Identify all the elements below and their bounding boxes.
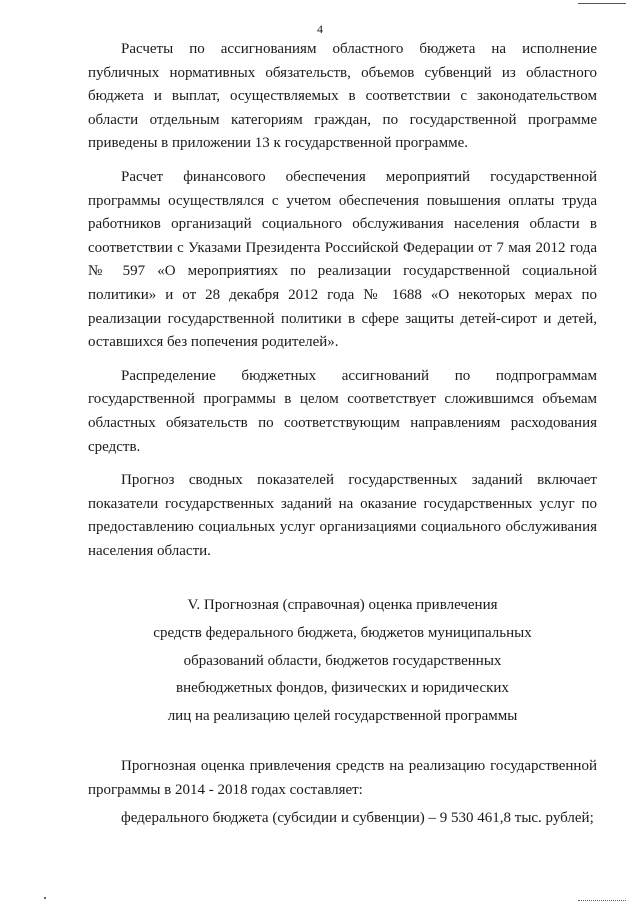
scan-mark-bottom xyxy=(578,897,626,901)
paragraph-funding-forecast: Прогнозная оценка привлечения средств на реализацию государственной программы в 2014 - 2018 годах составляет: xyxy=(88,758,597,799)
document-body xyxy=(88,38,597,834)
section-heading-line: внебюджетных фондов, физических и юридических xyxy=(176,680,509,697)
section-heading-line: V. Прогнозная (справочная) оценка привлечения xyxy=(187,597,498,614)
scan-mark-top xyxy=(578,0,626,4)
paragraph-financial-support: Расчет финансового обеспечения мероприятий государственной программы осуществлялся с учетом обеспечения повышения оплаты труда работников организаций социального обслуживания населения области в соответствии с Указами Президента Российской Федерации от 7 мая 2012 года № 597 «О мероприятиях по реализации государственной социальной политики» и от 28 декабря 2012 года № 1688 «О некоторых мерах по реализации государственной политики в сфере защиты детей-сирот и детей, оставшихся без попечения родителей». xyxy=(88,168,597,351)
section-heading-v xyxy=(88,592,597,730)
scan-artifact-dot xyxy=(44,897,46,899)
paragraph-budget-distribution: Распределение бюджетных ассигнований по подпрограммам государственной программы в целом соответствует сложившимся объемам областных обязательств по соответствующим направлениям расходования средств. xyxy=(88,367,597,455)
paragraph-state-tasks-forecast: Прогноз сводных показателей государственных заданий включает показатели государственных заданий на оказание государственных услуг по предоставлению социальных услуг организациями социального обслуживания населения области. xyxy=(88,472,597,559)
section-heading-line: лиц на реализацию целей государственной программы xyxy=(167,707,518,724)
section-heading-line: образований области, бюджетов государственных xyxy=(183,652,502,669)
page-number: 4 xyxy=(317,22,323,36)
section-heading-line: средств федерального бюджета, бюджетов муниципальных xyxy=(153,625,532,642)
paragraph-public-obligations: Расчеты по ассигнованиям областного бюджета на исполнение публичных нормативных обязательств, объемов субвенций из областного бюджета и выплат, осуществляемых в соответствии с законодательством области отдельным категориям граждан, по государственной программе приведены в приложении 13 к государственной программе. xyxy=(88,41,597,152)
paragraph-federal-budget: федерального бюджета (субсидии и субвенции) – 9 530 461,8 тыс. рублей; xyxy=(121,809,594,826)
